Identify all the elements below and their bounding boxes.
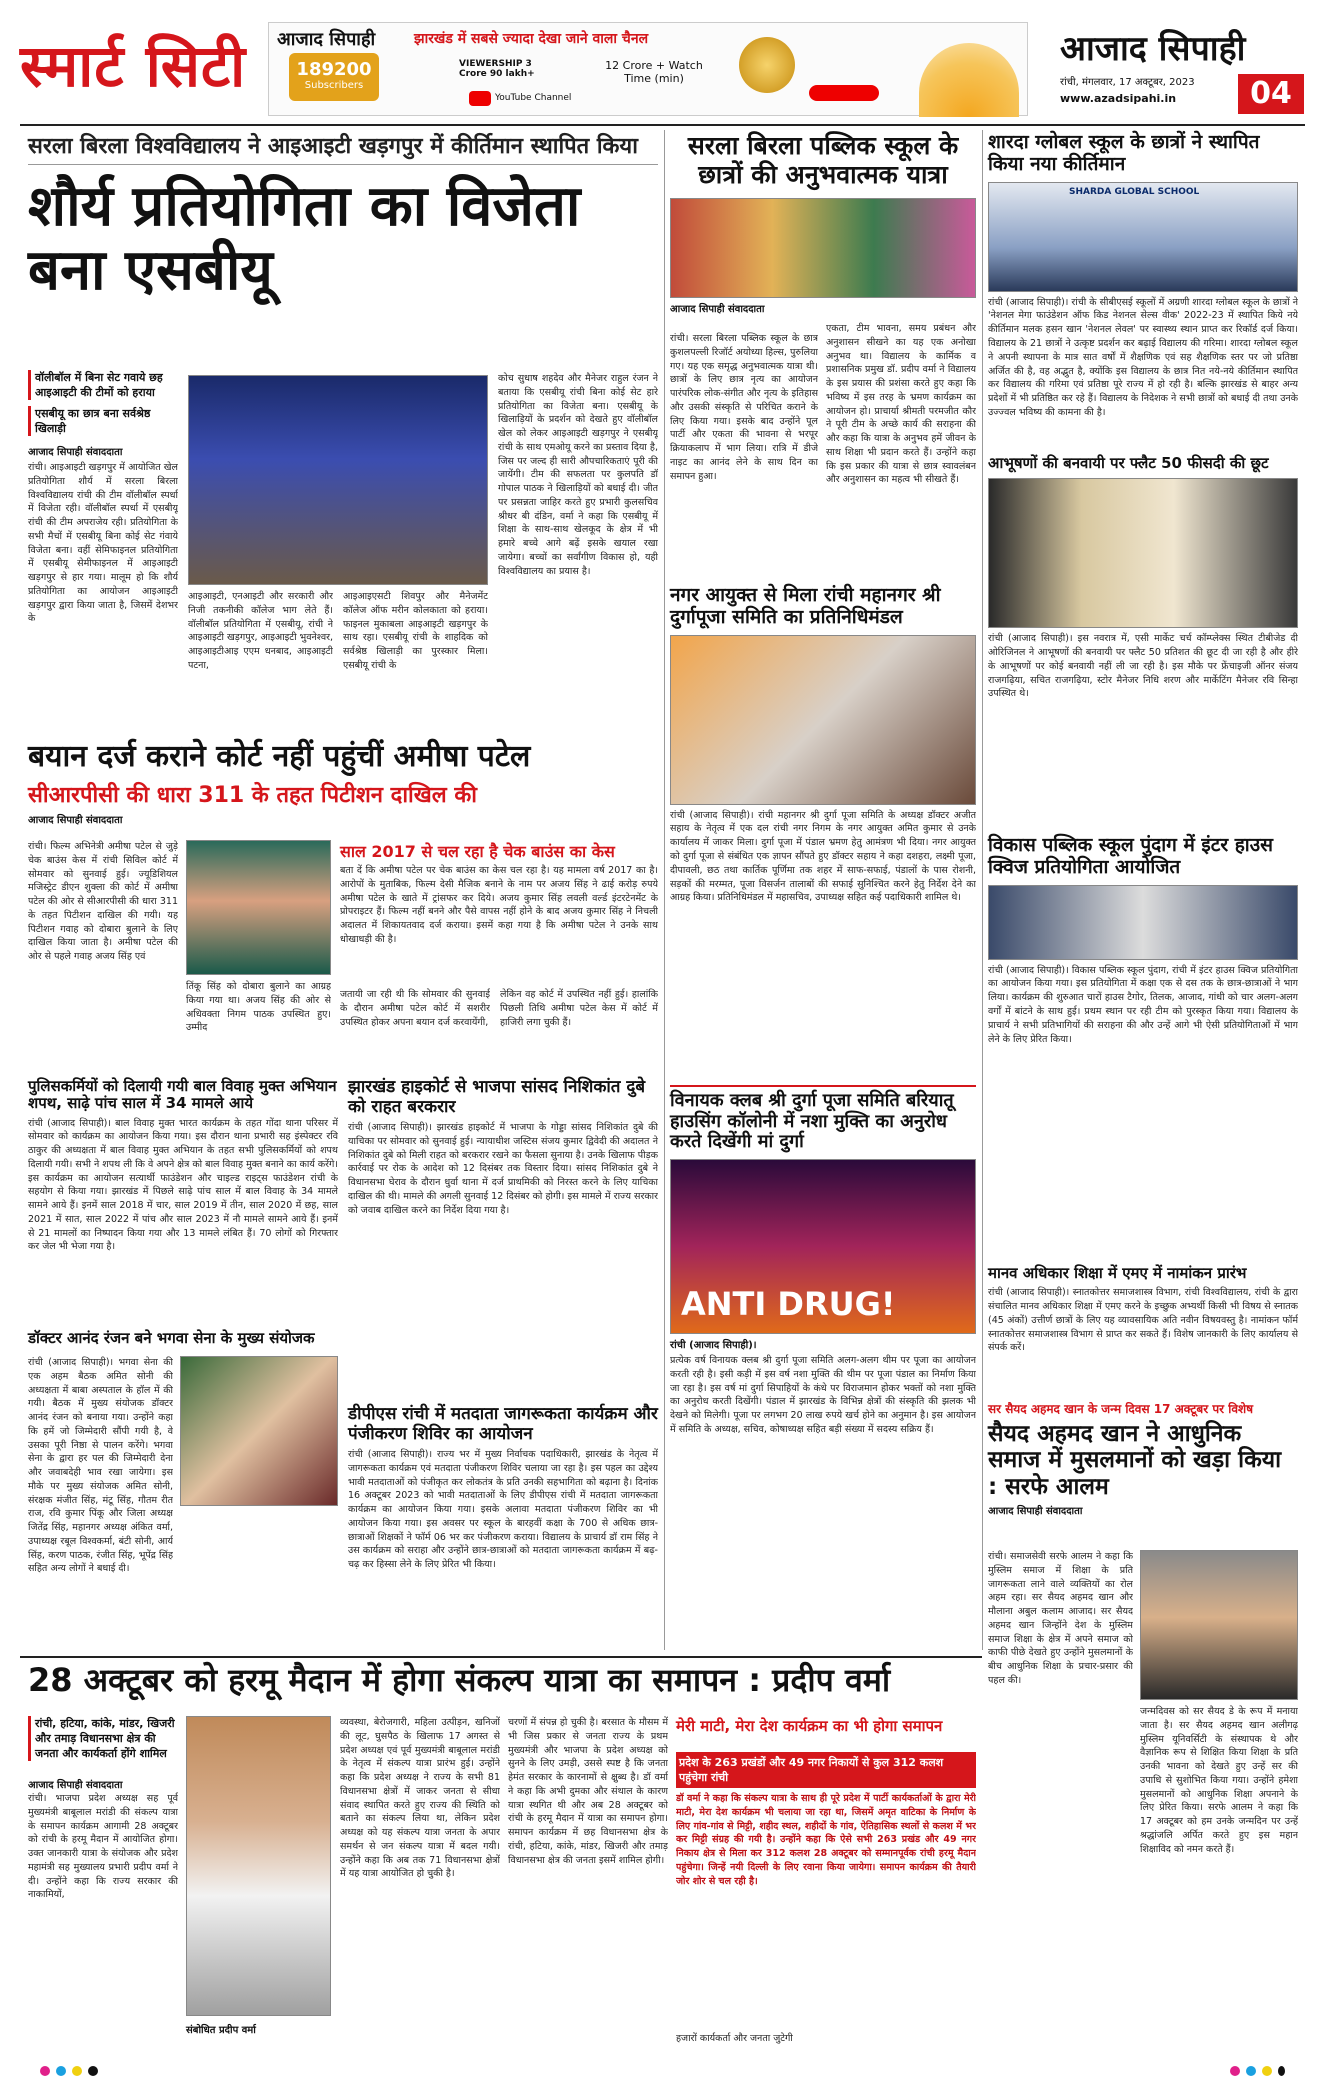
byline: आजाद सिपाही संवाददाता: [28, 447, 123, 458]
story-body-col1: रांची। सरला बिरला पब्लिक स्कूल के छात्र कुशलपल्ली रिजॉर्ट अयोध्या हिल्स, पुरुलिया गए। यह एक समृद्ध अनुभवात्मक यात्रा थी। छात्रों के लिए छात्र नृत्य का आयोजन पारंपरिक लोक-संगीत और नृत्य के इतिहास और उसकी संस्कृति से परिचित कराने के लिए किया गया। इसके बाद उन्होंने पूल पार्टी और एकता की भावना से भरपूर क्रियाकलाप में भाग लिया। रात्रि में डीजे नाइट का आनंद लेने के साथ दिन का समापन हुआ।: [670, 333, 818, 482]
story-headline: शौर्य प्रतियोगिता का विजेता बना एसबीयू: [28, 174, 581, 304]
story-sbu: [28, 130, 658, 730]
story-body-col4: आइआइएसटी शिवपुर और मैनेजमेंट कॉलेज ऑफ मरीन कोलकाता को हराया। फाइनल मुकाबला आइआइटी खड़गपुर के साथ रहा। एसबीयू रांची के शाहदिक को सर्वश्रेष्ठ खिलाड़ी का पुरस्कार मिला। एसबीयू रांची के: [343, 591, 488, 671]
story-headline: पुलिसकर्मियों को दिलायी गयी बाल विवाह मुक्त अभियान शपथ, साढ़े पांच साल में 34 मामले आये: [28, 1077, 337, 1113]
story-body: रांची (आजाद सिपाही)। विकास पब्लिक स्कूल पुंदाग, रांची में इंटर हाउस क्विज प्रतियोगिता का आयोजन किया गया। इस प्रतियोगिता में कक्षा एक से दस तक के छात्र-छात्राओं ने भाग लिया। कार्यक्रम की शुरुआत चारों हाउस टैगोर, तिलक, आजाद, गांधी को चार अलग-अलग वर्गों में बांटने के साथ हुई। प्रथम स्थान पर रही टीम को पुरस्कृत किया गया। विद्यालय के प्राचार्य ने सभी प्रतिभागियों की सराहना की और उन्हें आगे भी ऐसी प्रतियोगिताओं में भाग लेने के लिए प्रेरित किया।: [988, 964, 1298, 1045]
story-ameesha: [28, 740, 658, 1070]
story-subhead: सीआरपीसी की धारा 311 के तहत पिटीशन दाखिल की: [28, 782, 477, 808]
story-body: रांची (आजाद सिपाही)। राज्य भर में मुख्य निर्वाचक पदाधिकारी, झारखंड के नेतृत्व में जागरूकता कार्यक्रम एवं मतदाता पंजीकरण शिविर चलाया जा रहा है। इस पहल का उद्देश्य भावी मतदाताओं को पंजीकृत कर लोकतंत्र के प्रति उनकी सहभागिता को बढ़ाना है। दिनांक 16 अक्टूबर 2023 को भावी मतदाताओं के लिए डीपीएस रांची में मतदाता जागरूकता कार्यक्रम का आयोजन किया गया। इसके अलावा मतदाता पंजीकरण शिविर का भी आयोजन किया गया। इस अवसर पर स्कूल के बारहवीं कक्षा के 700 से अधिक छात्र-छात्राओं शिक्षकों ने फॉर्म 06 भर कर पंजीकरण कराया। विद्यालय के प्राचार्य डॉ राम सिंह ने उस कार्यक्रम को सराहा और उन्होंने छात्र-छात्राओं को मतदाता जागरूकता कार्यक्रम में बढ़-चढ़ कर हिस्सा लेने के लिए प्रेरित भी किया।: [348, 1449, 658, 1571]
award-medal-icon: [739, 37, 795, 93]
story-sidebar: [28, 370, 178, 771]
boxed-subhead-2: प्रदेश के 263 प्रखंडों और 49 नगर निकायों से कुल 312 कलश पहुंचेगा रांची: [676, 1752, 976, 1788]
story-headline: शारदा ग्लोबल स्कूल के छात्रों ने स्थापित किया नया कीर्तिमान: [988, 131, 1260, 175]
print-registration-marks: [40, 2064, 1285, 2078]
delegation-photo: [670, 635, 976, 805]
story-human-rights: [988, 1265, 1298, 1395]
boxed-subhead: साल 2017 से चल रहा है चेक बाउंस का केस: [340, 842, 615, 861]
website: www.azadsipahi.in: [1060, 92, 1177, 105]
story-body: रांची (आजाद सिपाही)। बाल विवाह मुक्त भारत कार्यक्रम के तहत गोंदा थाना परिसर में सोमवार को कार्यक्रम का आयोजन किया गया। इस दौरान थाना प्रभारी सह इंस्पेक्टर रवि ठाकुर की अध्यक्षता में बाल विवाह मुक्त अभियान के तहत सभी पुलिसकर्मियों को शपथ दिलायी गयी। सभी ने शपथ ली कि वे अपने क्षेत्र को बाल विवाह मुक्त बनाने का कार्य करेंगे। इस कार्यक्रम का आयोजन सत्यार्थी फाउंडेशन और चाइल्ड राइट्स फाउंडेशन रांची के सहयोग से किया गया। झारखंड में पिछले साढ़े पांच साल में बाल विवाह के 34 मामले सामने आये हैं। इनमें साल 2018 में चार, साल 2019 में तीन, साल 2020 में छह, साल 2021 में सात, साल 2022 में पांच और साल 2023 में नौ मामले सामने आये हैं। इनमें से 21 मामलों का निष्पादन किया गया और 13 मामले लंबित हैं। 70 लोगों को गिरफ्तार कर जेल भी भेजा गया है।: [28, 1117, 338, 1253]
story-kicker: सरला बिरला विश्वविद्यालय ने आइआइटी खड़गपुर में कीर्तिमान स्थापित किया: [28, 130, 658, 165]
story-body-col2: कोच सुधाष शहदेव और मैनेजर राहुल रंजन ने बताया कि एसबीयू रांची बिना कोई सेट हारे प्रतियोगिता का विजेता बना। एसबीयू के खिलाड़ियों के प्रदर्शन को देखते हुए वॉलीबॉल खेल को लेकर आइआइटी खड़गपुर ने एसबीयू रांची के साथ एमओयू करने का प्रस्ताव दिया है, जिस पर जल्द ही सारी औपचारिकताएं पूरी की जायेंगी। टीम की सफलता पर कुलपति डॉ गोपाल पाठक ने खिलाड़ियों को बधाई दी। जीत पर प्रसन्नता जाहिर करते हुए प्रभारी कुलसचिव श्रीधर बी दंडिन, वर्मा ने कहा कि एसबीयू में शिक्षा के साथ-साथ खेलकूद के क्षेत्र में भी हमारे बच्चे आगे बढ़ें इसके खयाल रखा जायेगा। बच्चों का सर्वांगीण विकास हो, यही विश्वविद्यालय का प्रयास है।: [498, 373, 658, 577]
story-bhagwa-sena: [28, 1330, 338, 1650]
story-child-marriage: [28, 1078, 338, 1323]
story-body: रांची (आजाद सिपाही)। स्नातकोत्तर समाजशास्त्र विभाग, रांची विश्वविद्यालय, रांची के द्वारा संचालित मानव अधिकार शिक्षा में एमए करने के इच्छुक अभ्यर्थी किसी भी विषय से स्नातक (45 अंकों) उत्तीर्ण छात्रों के लिए यह व्यावसायिक अति नवीन विषयवस्तु है। नामांकन फॉर्म स्नातकोत्तर समाजशास्त्र विभाग से प्राप्त कर सकते हैं। विशेष जानकारी के लिए कार्यालय से संपर्क करें।: [988, 1287, 1298, 1354]
quiz-photo: [988, 885, 1298, 960]
story-body-col2: बता दें कि अमीषा पटेल पर चेक बाउंस का केस चल रहा है। यह मामला वर्ष 2017 का है। आरोपों के मुताबिक, फिल्म देसी मैजिक बनाने के नाम पर अजय सिंह ने ढाई करोड़ रुपये अमीषा पटेल के खाते में ट्रांसफर कर दिये। अजय कुमार सिंह लवली वर्ल्ड इंटरटेनमेंट के प्रोपराइटर हैं। फिल्म नहीं बनने और पैसे वापस नहीं होने के बाद अजय कुमार सिंह ने निचली अदालत में शिकायतवाद दर्ज कराया। इसमें कहा गया है कि अमीषा पटेल ने उनके साथ धोखाधड़ी की है।: [340, 865, 658, 945]
story-sbps: [670, 132, 976, 582]
story-nishikant: [348, 1078, 658, 1398]
students-photo: [670, 198, 976, 298]
story-body-col1: रांची। फिल्म अभिनेत्री अमीषा पटेल से जुड़े चेक बाउंस केस में रांची सिविल कोर्ट में सोमवार को सुनवाई हुई। ज्यूडिशियल मजिस्ट्रेट डीएन शुक्ला की कोर्ट में अमीषा पटेल की ओर से सीआरपीसी की धारा 311 के तहत पिटीशन दाखिल की गयी। यह पिटीशन गवाह को दोबारा बुलाने के लिए दाखिल किया जाता है। अमीषा पटेल की ओर से पहले गवाह अजय सिंह एवं: [28, 841, 178, 963]
story-body: रांची (आजाद सिपाही)। भगवा सेना की एक अहम बैठक अमित सोनी की अध्यक्षता में बाबा अस्पताल के हॉल में की गयी। बैठक में मुख्य संयोजक डॉक्टर आनंद रंजन को बनाया गया। उन्होंने कहा कि हमें जो जिम्मेदारी सौंपी गयी है, वे उसका पूरी निष्ठा से पालन करेंगे। भगवा सेना के द्वारा हर पल की जिम्मेदारी देना और जवाबदेही भाव रखा जायेगा। इस मौके पर मुख्य संयोजक अमित सोनी, संरक्षक मंजीत सिंह, मंटू सिंह, गौतम रीत राज, रवि कुमार पिंकू और जिला अध्यक्ष जितेंद्र सिंह, महानगर अध्यक्ष अंकित वर्मा, उपाध्यक्ष रबूल विश्वकर्मा, बंटी सोनी, आर्य सिंह, करण पाठक, रंजीत सिंह, भूपेंद्र सिंह सहित अन्य लोगों ने बधाई दी।: [28, 1357, 173, 1575]
story-headline: सरला बिरला पब्लिक स्कूल के छात्रों की अनुभवात्मक यात्रा: [687, 131, 959, 189]
portrait-photo: [1140, 1550, 1298, 1700]
sidebar-line: रांची, हटिया, कांके, मांडर, खिजरी और तमाड़ विधानसभा क्षेत्र की जनता और कार्यकर्ता होंगे शामिल: [28, 1716, 178, 1761]
masthead: [20, 18, 1305, 118]
story-body: प्रत्येक वर्ष विनायक क्लब श्री दुर्गा पूजा समिति अलग-अलग थीम पर पूजा का आयोजन करती रही है। इसी कड़ी में इस वर्ष नशा मुक्ति की थीम पर पूजा पंडाल का निर्माण किया जा रहा है। इस वर्ष मां दुर्गा सिपाहियों के कंधे पर विराजमान होकर भक्तों को नशा मुक्ति का अनुरोध करती दिखेंगी। पंडाल में झारखंड के विभिन्न क्षेत्रों की संस्कृति की झलक भी देखने को मिलेगी। पूजा पर लगभग 20 लाख रुपये खर्च होने का अनुमान है। इस आयोजन में समिति के अध्यक्ष, सचिव, कोषाध्यक्ष सहित बड़ी संख्या में सदस्य सक्रिय हैं।: [670, 1355, 976, 1435]
story-kicker: सर सैयद अहमद खान के जन्म दिवस 17 अक्टूबर पर विशेष: [988, 1402, 1254, 1416]
story-body-col3: जतायी जा रही थी कि सोमवार की सुनवाई के दौरान अमीषा पटेल कोर्ट में सशरीर उपस्थित होकर अपना बयान दर्ज करवायेंगी,: [340, 989, 490, 1028]
story-durga-samiti: [670, 585, 976, 1125]
viewership-stat: VIEWERSHIP 3 Crore 90 lakh+: [459, 59, 535, 79]
story-headline: डीपीएस रांची में मतदाता जागरूकता कार्यक्रम और पंजीकरण शिविर का आयोजन: [348, 1404, 658, 1444]
story-headline: मानव अधिकार शिक्षा में एमए में नामांकन प्रारंभ: [988, 1264, 1247, 1282]
meeting-photo: [180, 1356, 338, 1506]
story-dps-voter: [348, 1405, 658, 1650]
story-body-col2: जन्मदिवस को सर सैयद डे के रूप में मनाया जाता है। सर सैयद अहमद खान अलीगढ़ मुस्लिम यूनिवर्सिटी के संस्थापक थे और वैज्ञानिक रूप से शिक्षित किया शिक्षा के प्रति उनकी भावना को देखते हुए उन्हें सर की उपाधि से सुशोभित किया गया। उन्होंने हमेशा मुसलमानों को आधुनिक शिक्षा अपनाने के लिए प्रेरित किया। सरफे आलम ने कहा कि 17 अक्टूबर को हम उनके जन्मदिन पर उन्हें श्रद्धांजलि अर्पित करते हुए इस महान शिक्षाविद को नमन करते हैं।: [1140, 1706, 1298, 1855]
section-title: स्मार्ट सिटी: [20, 32, 247, 100]
story-headline: बयान दर्ज कराने कोर्ट नहीं पहुंचीं अमीषा पटेल: [28, 739, 531, 774]
story-headline: विकास पब्लिक स्कूल पुंदाग में इंटर हाउस क्विज प्रतियोगिता आयोजित: [988, 834, 1273, 878]
photo-caption: संबोधित प्रदीप वर्मा: [186, 2025, 256, 2036]
story-sharda: [988, 132, 1298, 452]
story-body-col4: लेकिन वह कोर्ट में उपस्थित नहीं हुई। हालांकि पिछली तिथि अमीषा पटेल केस में कोर्ट में हाजिरी लगा चुकी हैं।: [500, 989, 658, 1028]
story-body: रांची (आजाद सिपाही)। झारखंड हाइकोर्ट में भाजपा के गोड्डा सांसद निशिकांत दुबे की याचिका पर सोमवार को सुनवाई हुई। न्यायाधीश जस्टिस संजय कुमार द्विवेदी की अदालत ने निशिकांत दुबे को मिली राहत को बरकरार रखने का फैसला सुनाया है। उनके खिलाफ पीड़क कार्रवाई पर रोक के आदेश को 12 दिसंबर तक विस्तार दिया। सांसद निशिकांत दुबे ने विधानसभा घेराव के दौरान धुर्वा थाना में दर्ज प्राथमिकी को निरस्त करने के लिए याचिका दाखिल की थी। मामले की अगली सुनवाई 12 दिसंबर को होगी। इस मामले में राज्य सरकार को जवाब दाखिल करने का निर्देश दिया गया है।: [348, 1122, 658, 1216]
byline: रांची (आजाद सिपाही)।: [670, 1340, 757, 1352]
school-banner: SHARDA GLOBAL SCHOOL: [1069, 186, 1200, 197]
team-photo: [188, 375, 488, 585]
byline: आजाद सिपाही संवाददाता: [988, 1506, 1083, 1518]
story-body: रांची (आजाद सिपाही)। इस नवरात्र में, एसी मार्केट चर्च कॉम्प्लेक्स स्थित टीबीजेड दी ओरिजिनल ने आभूषणों की बनवायी पर फ्लैट 50 प्रतिशत की छूट दी जा रही है और हीरे के आभूषणों पर कोई बनवायी नहीं ली जा रही है। इस मौके पर फ्रेंचाइजी ऑनर संजय राजगढ़िया, सचित राजगढ़िया, स्टोर मैनेजर निधि शरण और मार्केटिंग मैनेजर रवि सिन्हा उपस्थित थे।: [988, 633, 1298, 700]
paper-name: आजाद सिपाही: [1060, 29, 1246, 69]
subscriber-label: Subscribers: [304, 80, 364, 91]
byline: आजाद सिपाही संवाददाता: [670, 303, 765, 315]
photo-caption: तिंकू सिंह को दोबारा बुलाने का आग्रह किया गया था। अजय सिंह की ओर से अधिवक्ता निगम पाठक उपस्थित हुए। उम्मीद: [186, 981, 331, 1034]
byline: आजाद सिपाही संवाददाता: [28, 814, 123, 826]
channel-tagline: झारखंड में सबसे ज्यादा देखा जाने वाला चैनल: [414, 31, 649, 47]
sidebar-line-2: एसबीयू का छात्र बना सर्वश्रेष्ठ खिलाड़ी: [28, 406, 178, 436]
story-headline: 28 अक्टूबर को हरमू मैदान में होगा संकल्प यात्रा का समापन : प्रदीप वर्मा: [28, 1661, 891, 1699]
story-body-col2: व्यवस्था, बेरोजगारी, महिला उत्पीड़न, खनिजों की लूट, घुसपैठ के खिलाफ 17 अगस्त से प्रदेश अध्यक्ष एवं पूर्व मुख्यमंत्री बाबूलाल मरांडी के नेतृत्व में संकल्प यात्रा प्रारंभ हुई। उन्होंने कहा कि प्रदेश अध्यक्ष ने राज्य के सभी 81 विधानसभा क्षेत्रों में जाकर जनता से सीधा संवाद स्थापित करते हुए राज्य की स्थिति को बताने का संकल्प लिया था, लेकिन प्रदेश अध्यक्ष को यह संकल्प यात्रा जनता के अपार समर्थन से जन संकल्प यात्रा में बदल गयी। उन्होंने कहा कि अब तक 71 विधानसभा क्षेत्रों में यह यात्रा आयोजित हो चुकी है।: [340, 1717, 500, 1880]
story-vinayak-club: [670, 1085, 976, 1645]
story-headline: नगर आयुक्त से मिला रांची महानगर श्री दुर्गापूजा समिति का प्रतिनिधिमंडल: [670, 584, 941, 628]
story-body-col2: एकता, टीम भावना, समय प्रबंधन और अनुशासन सीखने का यह एक अनोखा अनुभव था। विद्यालय के कार्मिक व प्रशासनिक प्रमुख डॉ. प्रदीप वर्मा ने विद्यालय के इस प्रयास की प्रशंसा करते हुए कहा कि भविष्य में इस तरह के भ्रमण कार्यक्रम का आयोजन हो। प्राचार्या श्रीमती परमजीत कौर ने पूरी टीम के अच्छे कार्य की सराहना की और कहा कि यात्रा के अनुभव हमें जीवन के साथ शिक्षा भी प्रदान करते हैं। उन्होंने कहा कि इस प्रकार की यात्रा से छात्र स्वावलंबन और अनुशासन का महत्व भी सीखते हैं।: [826, 323, 976, 486]
story-syed-ahmad: [988, 1400, 1298, 2050]
story-headline: विनायक क्लब श्री दुर्गा पूजा समिति बरियातू हाउसिंग कॉलोनी में नशा मुक्ति का अनुरोध करते दिखेंगी मां दुर्गा: [670, 1085, 976, 1153]
jharkhand-map-badge: [289, 53, 379, 101]
story-body-col1: रांची। आइआइटी खड़गपुर में आयोजित खेल प्रतियोगिता शौर्य में सरला बिरला विश्वविद्यालय रांची की टीम वॉलीबॉल स्पर्धा में विजेता रही। वॉलीबॉल स्पर्धा में एसबीयू रांची की टीम अपराजेय रही। प्रतियोगिता के सभी मैचों में एसबीयू बिना कोई सेट गंवाये विजेता बना। वहीं सेमिफाइनल प्रतियोगिता में एसबीयू सेमीफाइनल में आइआइटी खड़गपुर से हार गया। मालूम हो कि शौर्य प्रतियोगिता का आयोजन आइआइटी खड़गपुर द्वारा किया जाता है, जिसमें देशभर के: [28, 462, 178, 625]
youtube-label: YouTube Channel: [495, 93, 572, 103]
byline: आजाद सिपाही संवाददाता: [28, 1780, 123, 1791]
sidebar-line-1: वॉलीबॉल में बिना सेट गवाये छह आइआइटी की टीमों को हराया: [28, 370, 178, 400]
store-photo: [988, 478, 1298, 628]
leader-photo: [186, 1716, 331, 2016]
story-jewellery: [988, 455, 1298, 825]
story-body-col1: रांची। समाजसेवी सरफे आलम ने कहा कि मुस्लिम समाज में शिक्षा के प्रति जागरूकता लाने वाले व्यक्तियों का रोल अहम रहा। सर सैयद अहमद खान और मौलाना अबुल कलाम आजाद। सर सैयद अहमद खान जिन्होंने देश के मुस्लिम समाज शिक्षा के क्षेत्र में अपने समाज को काफी पीछे देखते हुए उन्होंने मुसलमानों के बीच आधुनिक शिक्षा के प्रचार-प्रसार की पहल की।: [988, 1551, 1133, 1686]
boxed-body: डॉ वर्मा ने कहा कि संकल्प यात्रा के साथ ही पूरे प्रदेश में पार्टी कार्यकर्ताओं के द्वारा मेरी माटी, मेरा देश कार्यक्रम भी चलाया जा रहा था, जिसमें अमृत वाटिका के निर्माण के लिए गांव-गांव से मिट्टी, शहीद स्थल, शहीदों के गांव, ऐतिहासिक स्थलों से कलश में भर कर मिट्टी संग्रह की गयी है। उन्होंने कहा कि ऐसे सभी 263 प्रखंड और 49 नगर निकाय क्षेत्र से मिला कर 312 कलश 28 अक्टूबर को सम्मानपूर्वक रांची हरमू मैदान पहुंचेगा। जिन्हें नयी दिल्ली के लिए रवाना किया जायेगा। समापन कार्यक्रम की तैयारी जोर शोर से चल रही है।: [676, 1793, 976, 1887]
story-body: रांची (आजाद सिपाही)। रांची के सीबीएसई स्कूलों में अग्रणी शारदा ग्लोबल स्कूल के छात्रों ने 'नेशनल मेगा फाउंडेशन ऑफ किड नेशनल सेल्स वीक' 2022-23 में स्थापित किये नये कीर्तिमान मलक हसन खान 'नेशनल लेवल' पर स्वास्थ्य स्थान प्राप्त कर रिकॉर्ड दर्ज किया। विद्यालय के 21 छात्रों ने उत्कृष्ट प्रदर्शन कर बढ़ाई विद्यालय की गरिमा। शारदा ग्लोबल स्कूल ने अपनी स्थापना के मात्र सात वर्षों में शैक्षणिक एवं सह शैक्षणिक स्तर पर जो प्रतिष्ठा अर्जित की है, वह अद्भुत है, क्योंकि इस विद्यालय के छात्र नित नये-नये कीर्तिमान स्थापित कर विद्यालय की गरिमा एवं प्रतिष्ठा पूरे राज्य में हो रही है। बल्कि झारखंड से बाहर अन्य प्रदेशों में भी प्रतिष्ठित कर रहे हैं। विद्यालय के निदेशक ने सभी छात्रों को बधाई दी तथा उनके उज्ज्वल भविष्य की कामना की है।: [988, 296, 1298, 418]
watch-time-stat: 12 Crore + Watch Time (min): [605, 59, 703, 85]
story-body-col3: चरणों में संपन्न हो चुकी है। बरसात के मौसम में भी जिस प्रकार से जनता राज्य के प्रथम मुख्यमंत्री और भाजपा के प्रदेश अध्यक्ष को सुनने के लिए उमड़ी, उससे स्पष्ट है कि जनता हेमंत सरकार के कारनामों से क्षुब्ध है। डॉ वर्मा ने कहा कि अभी दुमका और संथाल के कारण यात्रा स्थगित थी और अब 28 अक्टूबर को रांची के हरमू मैदान में यात्रा का समापन होगा। समापन कार्यक्रम में छह विधानसभा क्षेत्र के रांची, हटिया, कांके, मांडर, खिजरी और तमाड़ विधानसभा क्षेत्र की जनता इसमें शामिल होगी।: [508, 1717, 668, 1866]
channel-banner: [268, 22, 1028, 116]
actress-photo: [186, 840, 331, 975]
pandal-photo: [670, 1159, 976, 1334]
story-headline: झारखंड हाइकोर्ट से भाजपा सांसद निशिकांत दुबे को राहत बरकरार: [348, 1077, 646, 1117]
story-body-col3: आइआइटी, एनआइटी और सरकारी और निजी तकनीकी कॉलेज भाग लेते हैं। वॉलीबॉल प्रतियोगिता में एसबीयू, रांची ने आइआइटी खड़गपुर, आइआइटी भुवनेश्वर, आइआइटीआइ एएम धनबाद, आइआइटी पटना,: [188, 591, 333, 671]
boxed-footer: हजारों कार्यकर्ता और जनता जुटेगी: [676, 2033, 793, 2044]
subscribe-button: [809, 85, 879, 101]
sunburst-logo: [919, 43, 1019, 117]
youtube-icon: [469, 91, 491, 106]
story-headline: डॉक्टर आनंद रंजन बने भगवा सेना के मुख्य संयोजक: [28, 1329, 315, 1347]
channel-brand: आजाद सिपाही: [277, 29, 376, 50]
dateline: रांची, मंगलवार, 17 अक्टूबर, 2023: [1060, 77, 1195, 88]
story-headline: सैयद अहमद खान ने आधुनिक समाज में मुसलमानों को खड़ा किया : सरफे आलम: [988, 1421, 1282, 1500]
story-sankalp-yatra: [28, 1662, 978, 2057]
story-headline: आभूषणों की बनवायी पर फ्लैट 50 फीसदी की छूट: [988, 454, 1269, 472]
story-body: रांची (आजाद सिपाही)। रांची महानगर श्री दुर्गा पूजा समिति के अध्यक्ष डॉक्टर अजीत सहाय के नेतृत्व में एक दल रांची नगर निगम के नगर आयुक्त अमित कुमार से उनके कार्यालय में जाकर मिला। दुर्गा पूजा में पंडाल भ्रमण हेतु आमंत्रण भी दिया। नगर आयुक्त को दुर्गा पूजा से संबंधित एक ज्ञापन सौंपते हुए डॉक्टर सहाय ने कहा दशहरा, लक्ष्मी पूजा, दीपावली, छठ तथा कार्तिक पूर्णिमा तक शहर में साफ-सफाई, पंडालों के पास रोशनी, सड़कों की मरम्मत, पूजा विसर्जन तालाबों की सफाई सुनिश्चित करने हेतु निर्देश देने का आग्रह किया। प्रतिनिधिमंडल में महासचिव, उपाध्यक्ष सहित कई पदाधिकारी शामिल थे।: [670, 809, 976, 904]
page-number: 04: [1238, 74, 1304, 114]
subscriber-count: 189200: [296, 59, 372, 80]
pandal-sign: ANTI DRUG!: [681, 1285, 896, 1324]
students-group-photo: [988, 182, 1298, 292]
story-vikas-quiz: [988, 835, 1298, 1255]
story-body-col1: रांची। भाजपा प्रदेश अध्यक्ष सह पूर्व मुख्यमंत्री बाबूलाल मरांडी की संकल्प यात्रा के समापन कार्यक्रम आगामी 28 अक्टूबर को रांची के हरमू मैदान में आयोजित होगा। उक्त जानकारी यात्रा के संयोजक और प्रदेश महामंत्री सह मुख्यालय प्रभारी प्रदीप वर्मा ने दी। उन्होंने कहा कि राज्य सरकार की नाकामियों,: [28, 1793, 178, 1901]
boxed-subhead: मेरी माटी, मेरा देश कार्यक्रम का भी होगा समापन: [676, 1717, 943, 1735]
